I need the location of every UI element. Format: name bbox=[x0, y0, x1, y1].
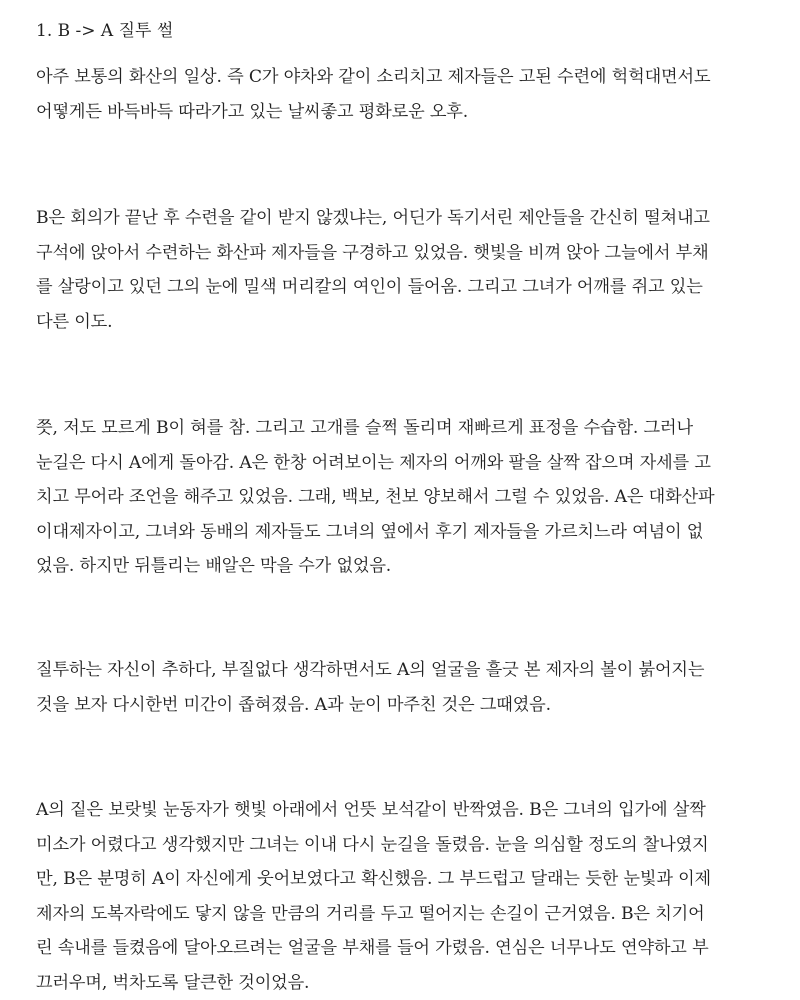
paragraph-4 bbox=[36, 653, 766, 722]
text-line: 눈길은 다시 A에게 돌아감. A은 한창 어려보이는 제자의 어깨와 팔을 살짝 잡으며 자세를 고 bbox=[36, 446, 766, 481]
text-line: 아주 보통의 화산의 일상. 즉 C가 야차와 같이 소리치고 제자들은 고된 수련에 헉헉대면서도 bbox=[36, 60, 766, 95]
document-title: 1. B -> A 질투 썰 bbox=[36, 18, 173, 44]
text-line: 제자의 도복자락에도 닿지 않을 만큼의 거리를 두고 떨어지는 손길이 근거였음. B은 치기어 bbox=[36, 897, 766, 932]
text-line: 질투하는 자신이 추하다, 부질없다 생각하면서도 A의 얼굴을 흘긋 본 제자의 볼이 붉어지는 bbox=[36, 653, 766, 688]
paragraph-2 bbox=[36, 201, 766, 339]
text-line: 구석에 앉아서 수련하는 화산파 제자들을 구경하고 있었음. 햇빛을 비껴 앉아 그늘에서 부채 bbox=[36, 236, 766, 271]
text-line: B은 회의가 끝난 후 수련을 같이 받지 않겠냐는, 어딘가 독기서린 제안들을 간신히 떨쳐내고 bbox=[36, 201, 766, 236]
text-line: 미소가 어렸다고 생각했지만 그녀는 이내 다시 눈길을 돌렸음. 눈을 의심할 정도의 찰나였지 bbox=[36, 828, 766, 863]
text-line: A의 짙은 보랏빛 눈동자가 햇빛 아래에서 언뜻 보석같이 반짝였음. B은 그녀의 입가에 살짝 bbox=[36, 793, 766, 828]
text-line: 것을 보자 다시한번 미간이 좁혀졌음. A과 눈이 마주친 것은 그때였음. bbox=[36, 688, 766, 723]
paragraph-1 bbox=[36, 60, 766, 129]
paragraph-5 bbox=[36, 793, 766, 1000]
text-line: 끄러우며, 벅차도록 달큰한 것이었음. bbox=[36, 966, 766, 1000]
text-line: 치고 무어라 조언을 해주고 있었음. 그래, 백보, 천보 양보해서 그럴 수 있었음. A은 대화산파 bbox=[36, 480, 766, 515]
text-line: 이대제자이고, 그녀와 동배의 제자들도 그녀의 옆에서 후기 제자들을 가르치느라 여념이 없 bbox=[36, 515, 766, 550]
text-line: 어떻게든 바득바득 따라가고 있는 날씨좋고 평화로운 오후. bbox=[36, 95, 766, 130]
text-line: 쯧, 저도 모르게 B이 혀를 참. 그리고 고개를 슬쩍 돌리며 재빠르게 표정을 수습함. 그러나 bbox=[36, 411, 766, 446]
text-line: 만, B은 분명히 A이 자신에게 웃어보였다고 확신했음. 그 부드럽고 달래는 듯한 눈빛과 이제 bbox=[36, 862, 766, 897]
text-line: 를 살랑이고 있던 그의 눈에 밀색 머리칼의 여인이 들어옴. 그리고 그녀가 어깨를 쥐고 있는 bbox=[36, 270, 766, 305]
paragraph-3 bbox=[36, 411, 766, 584]
text-line: 었음. 하지만 뒤틀리는 배알은 막을 수가 없었음. bbox=[36, 549, 766, 584]
text-line: 린 속내를 들켰음에 달아오르려는 얼굴을 부채를 들어 가렸음. 연심은 너무나도 연약하고 부 bbox=[36, 931, 766, 966]
text-line: 다른 이도. bbox=[36, 305, 766, 340]
